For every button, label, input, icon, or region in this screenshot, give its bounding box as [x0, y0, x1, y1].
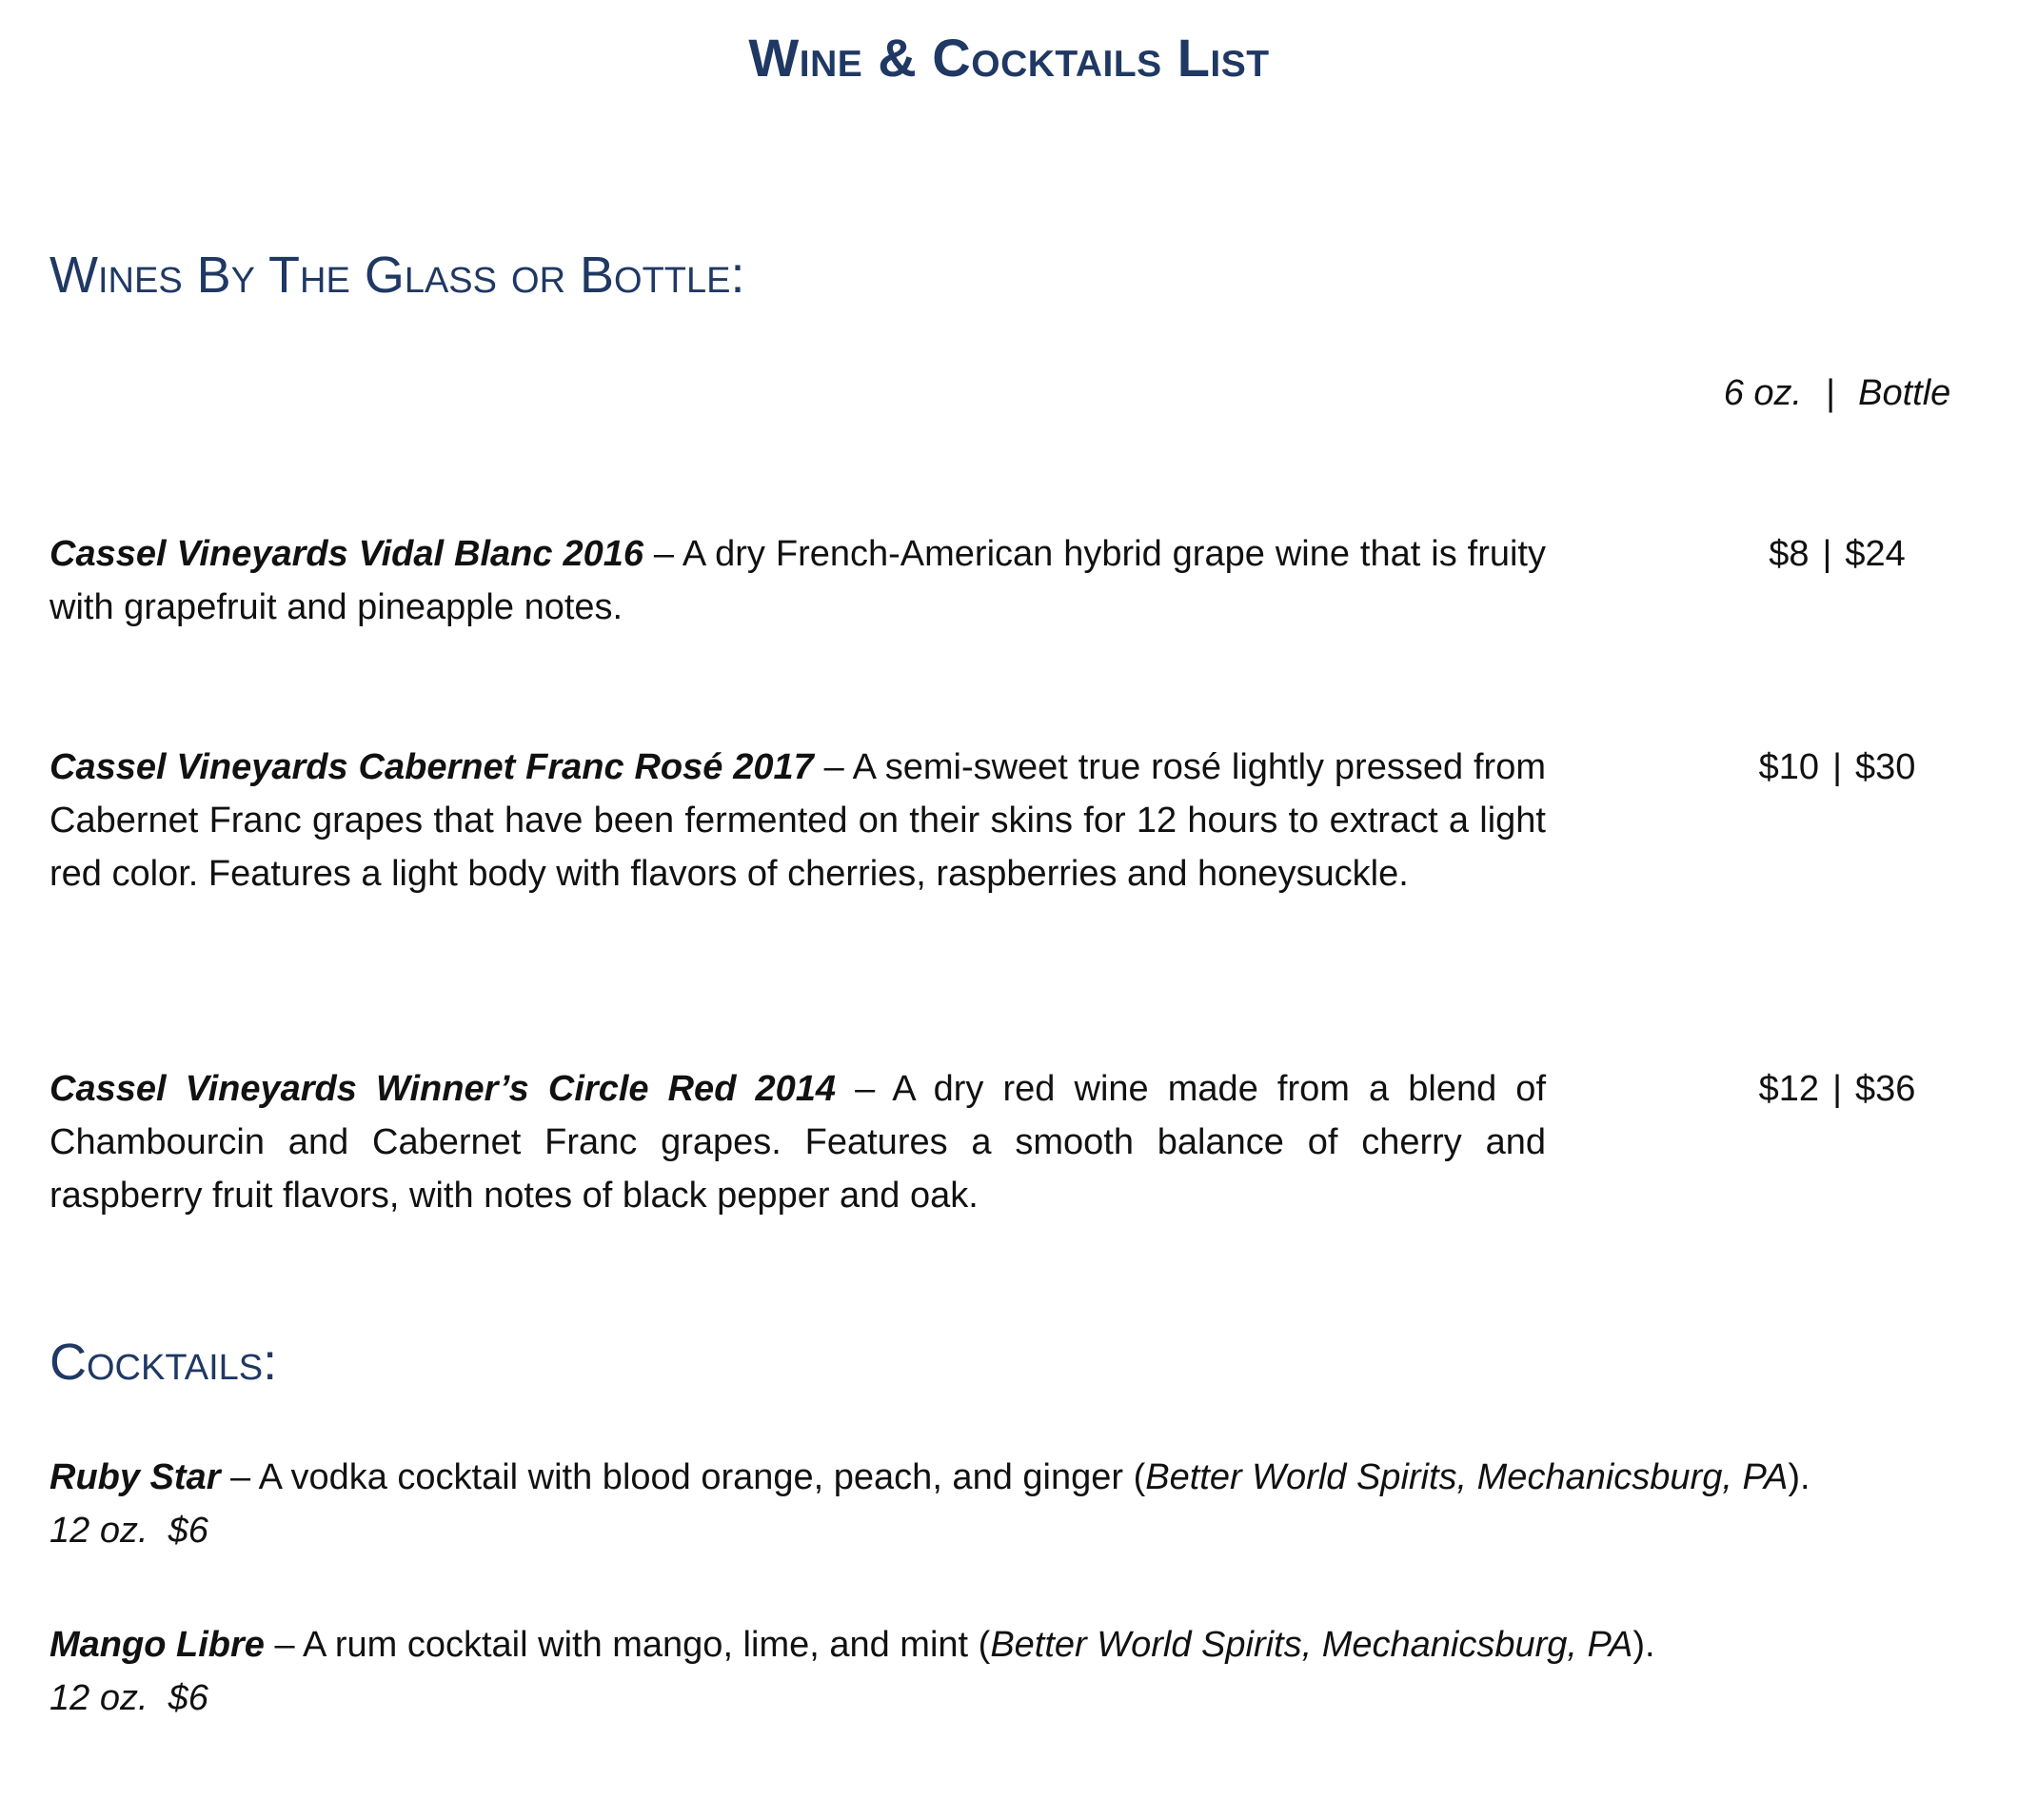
cocktail-source: Better World Spirits, Mechanicsburg, PA: [1145, 1457, 1789, 1497]
wine-item-vidal-blanc: [49, 527, 1546, 634]
wine-item-winners-circle-red: [49, 1062, 1546, 1222]
bottle-price: $24: [1845, 534, 1906, 574]
cocktail-dash: –: [220, 1457, 259, 1497]
cocktail-name: Mango Libre: [49, 1625, 265, 1665]
wine-price-vidal-blanc: [1685, 527, 1989, 581]
cocktail-description-line: [49, 1451, 1991, 1504]
price-separator: |: [1832, 1069, 1842, 1109]
wine-name: Cassel Vineyards Winner’s Circle Red 2014: [49, 1069, 837, 1109]
cocktail-description: A vodka cocktail with blood orange, peach, and ginger (: [258, 1457, 1146, 1497]
glass-price: $12: [1758, 1069, 1820, 1109]
cocktail-item-mango-libre: [49, 1618, 1991, 1725]
cocktail-description: A rum cocktail with mango, lime, and mint (: [303, 1625, 991, 1665]
price-column-header: [1685, 373, 1989, 414]
page-title: Wine & Cocktails List: [748, 28, 1270, 88]
bottle-label: Bottle: [1858, 373, 1951, 413]
wine-description: A dry French-American hybrid grape wine that is fruity with grapefruit and pineapple notes.: [49, 534, 1546, 627]
wine-dash: –: [836, 1069, 893, 1109]
wines-section-heading: Wines By The Glass or Bottle:: [49, 247, 745, 304]
bottle-price: $36: [1854, 1069, 1916, 1109]
wine-dash: –: [643, 534, 683, 574]
wine-description: A dry red wine made from a blend of Chambourcin and Cabernet Franc grapes. Features a smooth balance of cherry and raspberry fruit flavors, with notes of black pepper and oak.: [49, 1069, 1547, 1216]
wine-name: Cassel Vineyards Cabernet Franc Rosé 2017: [49, 747, 814, 787]
cocktail-name: Ruby Star: [49, 1457, 221, 1497]
glass-price: $8: [1769, 534, 1810, 574]
glass-size-label: 6 oz.: [1723, 373, 1803, 413]
wine-price-winners-circle-red: [1685, 1062, 1989, 1116]
bottle-price: $30: [1854, 747, 1916, 787]
glass-price: $10: [1758, 747, 1820, 787]
cocktail-item-ruby-star: [49, 1451, 1991, 1557]
cocktail-closing: ).: [1632, 1625, 1655, 1665]
cocktail-closing: ).: [1788, 1457, 1810, 1497]
wine-item-cabernet-franc-rose: [49, 741, 1546, 900]
wine-price-cabernet-franc-rose: [1685, 741, 1989, 794]
cocktail-dash: –: [264, 1625, 304, 1665]
wine-description: A semi-sweet true rosé lightly pressed from Cabernet Franc grapes that have been fermented on their skins for 12 hours to extract a light red color. Features a light body with flavors of cherries, raspberries and honeysuckle.: [49, 747, 1546, 894]
cocktail-size-price: 12 oz. $6: [49, 1678, 208, 1718]
cocktail-source: Better World Spirits, Mechanicsburg, PA: [990, 1625, 1633, 1665]
cocktail-size-price: 12 oz. $6: [49, 1511, 208, 1551]
wine-dash: –: [813, 747, 853, 787]
cocktails-section-heading: Cocktails:: [49, 1334, 278, 1391]
price-separator: |: [1832, 747, 1842, 787]
price-separator: |: [1822, 534, 1832, 574]
cocktail-description-line: [49, 1618, 1991, 1672]
wine-name: Cassel Vineyards Vidal Blanc 2016: [49, 534, 643, 574]
price-header-separator: |: [1825, 373, 1835, 413]
